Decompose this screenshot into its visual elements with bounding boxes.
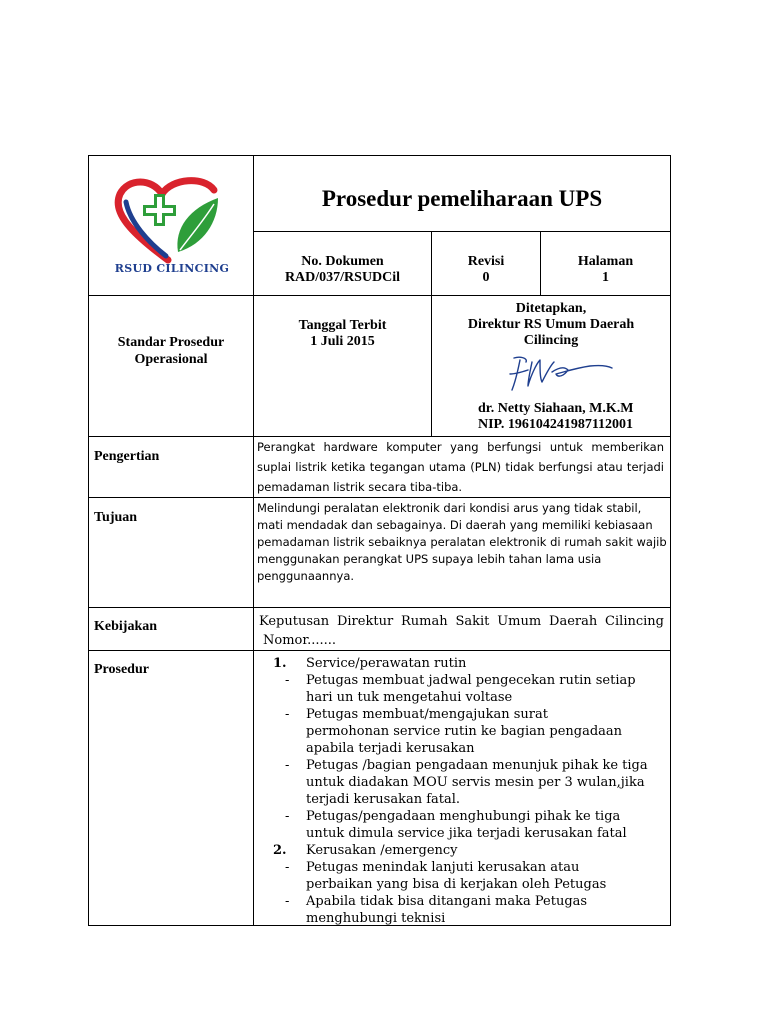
document-number-label: No. Dokumen <box>301 254 384 269</box>
heart-cross-leaf-icon <box>100 172 242 264</box>
kebijakan-text: Keputusan Direktur Rumah Sakit Umum Daerah Cilincing Nomor....... <box>259 614 664 648</box>
page-number-value: 1 <box>602 270 609 285</box>
page-number-label: Halaman <box>577 254 634 269</box>
page-number <box>541 254 670 286</box>
procedure-step-title: Service/perawatan rutin <box>306 656 467 671</box>
document-number <box>254 254 431 286</box>
tujuan-text: Melindungi peralatan elektronik dari kondisi arus yang tidak stabil, mati mendadak dan sebagainya. Di daerah yang memiliki kebiasaan pemadaman listrik sebaiknya peralatan elektronik di rumah sakit wajib menggunakan perangkat UPS supaya lebih tahan lama usia penggunaannya. <box>257 501 667 583</box>
logo-text: RSUD CILINCING <box>114 262 230 275</box>
director-signature <box>506 352 616 394</box>
tujuan-label: Tujuan <box>94 510 138 525</box>
procedure-item: - Petugas /bagian pengadaan menunjuk pihak ke tiga untuk diadakan MOU servis mesin per 3 wulan,jika terjadi kerusakan fatal. <box>259 757 669 808</box>
prosedur-list <box>259 655 669 927</box>
procedure-step: 2. Kerusakan /emergency - Petugas menindak lanjuti kerusakan atau perbaikan yang bisa di kerjakan oleh Petugas - Apabila tidak bisa ditangani maka Petugas menghubungi teknisi <box>259 842 669 927</box>
revision-value: 0 <box>482 270 490 285</box>
signer-nip: NIP. 196104241987112001 <box>478 417 634 432</box>
sop-label: Standar Prosedur Operasional <box>117 335 225 367</box>
issue-date <box>254 318 431 350</box>
approval-block: Ditetapkan, Direktur RS Umum Daerah Cilincing <box>467 301 635 348</box>
pengertian-text: Perangkat hardware komputer yang berfungsi untuk memberikan suplai listrik ketika tegangan utama (PLN) tidak berfungsi atau terjadi pemadaman listrik secara tiba-tiba. <box>257 440 664 494</box>
revision-label: Revisi <box>467 254 505 269</box>
procedure-step-title: Kerusakan /emergency <box>306 843 458 858</box>
procedure-item: - Petugas/pengadaan menghubungi pihak ke tiga untuk dimula service jika terjadi kerusakan fatal <box>259 808 669 842</box>
hospital-logo <box>100 172 242 282</box>
procedure-step: 1. Service/perawatan rutin - Petugas membuat jadwal pengecekan rutin setiap hari un tuk mengetahui voltase - Petugas membuat/mengajukan surat permohonan service rutin ke bagian pengadaan apabila terjadi kerusakan - Petugas /bagian pengadaan menunjuk pihak ke tiga untuk diadakan MOU servis mesin per 3 wulan,jika terjadi kerusakan fatal. - Petugas/pengadaan menghubungi pihak ke tiga untuk dimula service jika terjadi kerusakan fatal <box>259 655 669 842</box>
procedure-item: - Petugas membuat/mengajukan surat permohonan service rutin ke bagian pengadaan apabila terjadi kerusakan <box>259 706 669 757</box>
prosedur-label: Prosedur <box>94 662 149 677</box>
procedure-item: - Apabila tidak bisa ditangani maka Petugas menghubungi teknisi <box>259 893 669 927</box>
procedure-item: - Petugas menindak lanjuti kerusakan atau perbaikan yang bisa di kerjakan oleh Petugas <box>259 859 669 893</box>
revision <box>432 254 540 286</box>
kebijakan-label: Kebijakan <box>94 619 158 634</box>
issue-date-value: 1 Juli 2015 <box>310 334 375 349</box>
procedure-item: - Petugas membuat jadwal pengecekan rutin setiap hari un tuk mengetahui voltase <box>259 672 669 706</box>
issue-date-label: Tanggal Terbit <box>298 318 387 333</box>
pengertian-label: Pengertian <box>94 449 160 464</box>
signer-name: dr. Netty Siahaan, M.K.M <box>478 401 634 416</box>
document-number-value: RAD/037/RSUDCil <box>284 270 401 285</box>
page-title: Prosedur pemeliharaan UPS <box>321 186 603 211</box>
